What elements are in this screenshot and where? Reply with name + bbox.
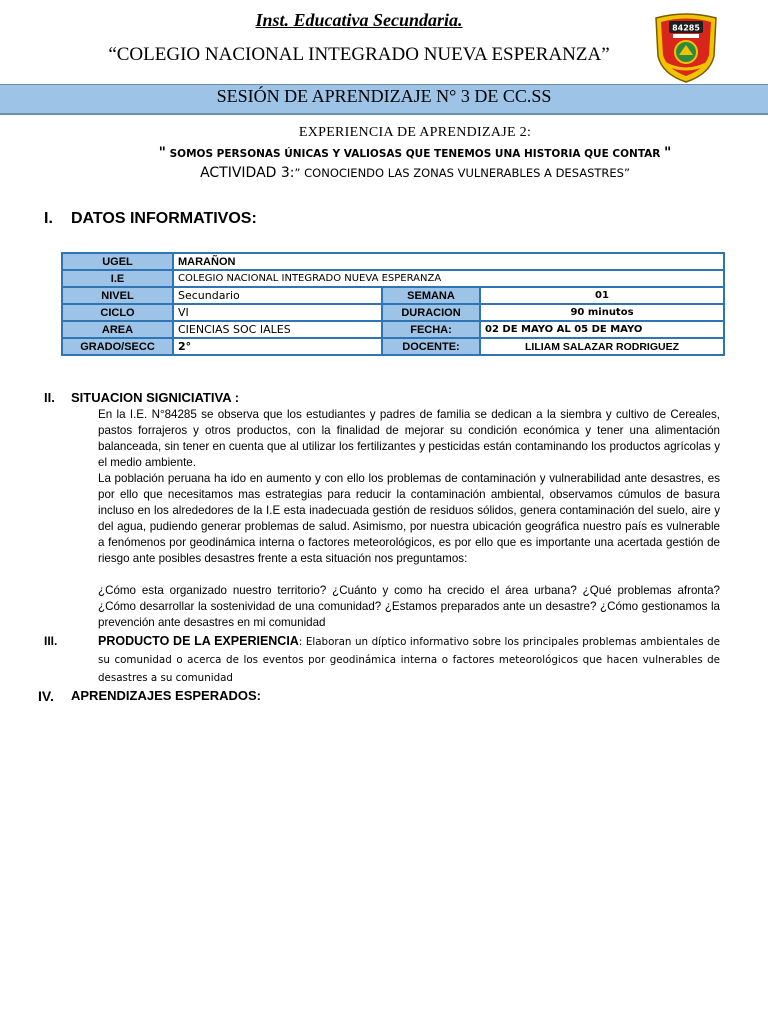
experience-title bbox=[0, 145, 768, 161]
ciclo-label: CICLO bbox=[62, 304, 173, 321]
section-3-body: : Elaboran un díptico informativo sobre los principales problemas ambientales de su comunidad o acerca de los eventos por geodinámica interna o factores meteorológicos que hacen vulnerables de desastres a su comunidad bbox=[98, 636, 720, 684]
section-3-text bbox=[98, 632, 720, 687]
docente-label: DOCENTE: bbox=[382, 338, 480, 355]
fecha-value: 02 DE MAYO AL 05 DE MAYO bbox=[480, 321, 724, 338]
school-name: “COLEGIO NACIONAL INTEGRADO NUEVA ESPERANZA” bbox=[108, 44, 610, 65]
ie-label: I.E bbox=[62, 270, 173, 287]
session-title: SESIÓN DE APRENDIZAJE N° 3 DE CC.SS bbox=[216, 86, 552, 106]
situation-paragraph-3: ¿Cómo esta organizado nuestro territorio? ¿Cuánto y como ha crecido el área urbana? ¿Qué problemas afronta? ¿Cómo desarrollar la sostenividad de una comunidad? ¿Estamos preparados ante un desastre? ¿Cómo gestionamos la prevención ante desastres en mi comunidad bbox=[98, 584, 720, 629]
ie-value: COLEGIO NACIONAL INTEGRADO NUEVA ESPERANZA bbox=[173, 270, 724, 287]
section-1-number: I. bbox=[44, 210, 53, 227]
area-label: AREA bbox=[62, 321, 173, 338]
area-value: CIENCIAS SOC IALES bbox=[173, 321, 382, 338]
nivel-label: NIVEL bbox=[62, 287, 173, 304]
situation-paragraph-2: La población peruana ha ido en aumento y con ello los problemas de contaminación y vulnerabilidad ante desastres, es por ello que necesitamos mas estrategias para reducir la contaminación ambiental, observamos cúmulos de basura incluso en los alrededores de la I.E esta inadecuada gestión de residuos sólidos, genera contaminación del suelo, aire y del agua, pudiendo generar problemas de salud. Asimismo, por nuestra ubicación geográfica nuestro país es vulnerable a fenómenos por geodinámica interna o factores meteorológicos, es por ello que es importante una acertada gestión de riesgo ante posibles desastres frente a esta situación nos preguntamos: bbox=[98, 472, 720, 565]
duracion-label: DURACION bbox=[382, 304, 480, 321]
table-row bbox=[62, 287, 724, 304]
logo-number: 84285 bbox=[672, 23, 700, 33]
situation-paragraph-1: En la I.E. N°84285 se observa que los estudiantes y padres de familia se dedican a la siembra y cultivo de Cereales, pastos forrajeros y otros productos, con la finalidad de mejorar su condición económica y tener una alimentación balanceada, sin tener en cuenta que al utilizar los fertilizantes y pesticidas están contaminando los productos agrícolas y el medio ambiente. bbox=[98, 408, 720, 469]
quote-close: " bbox=[664, 145, 672, 161]
grado-label: GRADO/SECC bbox=[62, 338, 173, 355]
ugel-value: MARAÑON bbox=[173, 253, 724, 270]
table-row bbox=[62, 321, 724, 338]
ugel-label: UGEL bbox=[62, 253, 173, 270]
institution-title: Inst. Educativa Secundaria. bbox=[255, 10, 463, 30]
divider bbox=[0, 114, 768, 115]
section-2-number: II. bbox=[44, 390, 55, 405]
experience-title-text: SOMOS PERSONAS ÚNICAS Y VALIOSAS QUE TENEMOS UNA HISTORIA QUE CONTAR bbox=[165, 148, 665, 160]
info-table bbox=[61, 252, 725, 356]
nivel-value: Secundario bbox=[173, 287, 382, 304]
semana-label: SEMANA bbox=[382, 287, 480, 304]
grado-value: 2° bbox=[173, 338, 382, 355]
activity-label: ACTIVIDAD 3: bbox=[200, 165, 295, 181]
table-row bbox=[62, 304, 724, 321]
activity-line bbox=[0, 165, 768, 181]
table-row bbox=[62, 253, 724, 270]
section-4-title: APRENDIZAJES ESPERADOS: bbox=[71, 688, 261, 703]
section-3-heading: PRODUCTO DE LA EXPERIENCIA bbox=[98, 634, 299, 648]
section-1-title: DATOS INFORMATIVOS: bbox=[71, 210, 257, 227]
table-row bbox=[62, 270, 724, 287]
school-crest-icon bbox=[652, 12, 720, 84]
semana-value: 01 bbox=[480, 287, 724, 304]
experience-label: EXPERIENCIA DE APRENDIZAJE 2: bbox=[298, 125, 532, 140]
docente-value: LILIAM SALAZAR RODRIGUEZ bbox=[480, 338, 724, 355]
fecha-label: FECHA: bbox=[382, 321, 480, 338]
section-2-title: SITUACION SIGNICIATIVA : bbox=[71, 390, 240, 405]
quote-open: " bbox=[158, 145, 166, 161]
activity-title: ” CONOCIENDO LAS ZONAS VULNERABLES A DESASTRES” bbox=[294, 166, 630, 180]
section-3-number: III. bbox=[44, 634, 58, 648]
section-4-number: IV. bbox=[38, 688, 54, 704]
table-row bbox=[62, 338, 724, 355]
ciclo-value: VI bbox=[173, 304, 382, 321]
duracion-value: 90 minutos bbox=[480, 304, 724, 321]
